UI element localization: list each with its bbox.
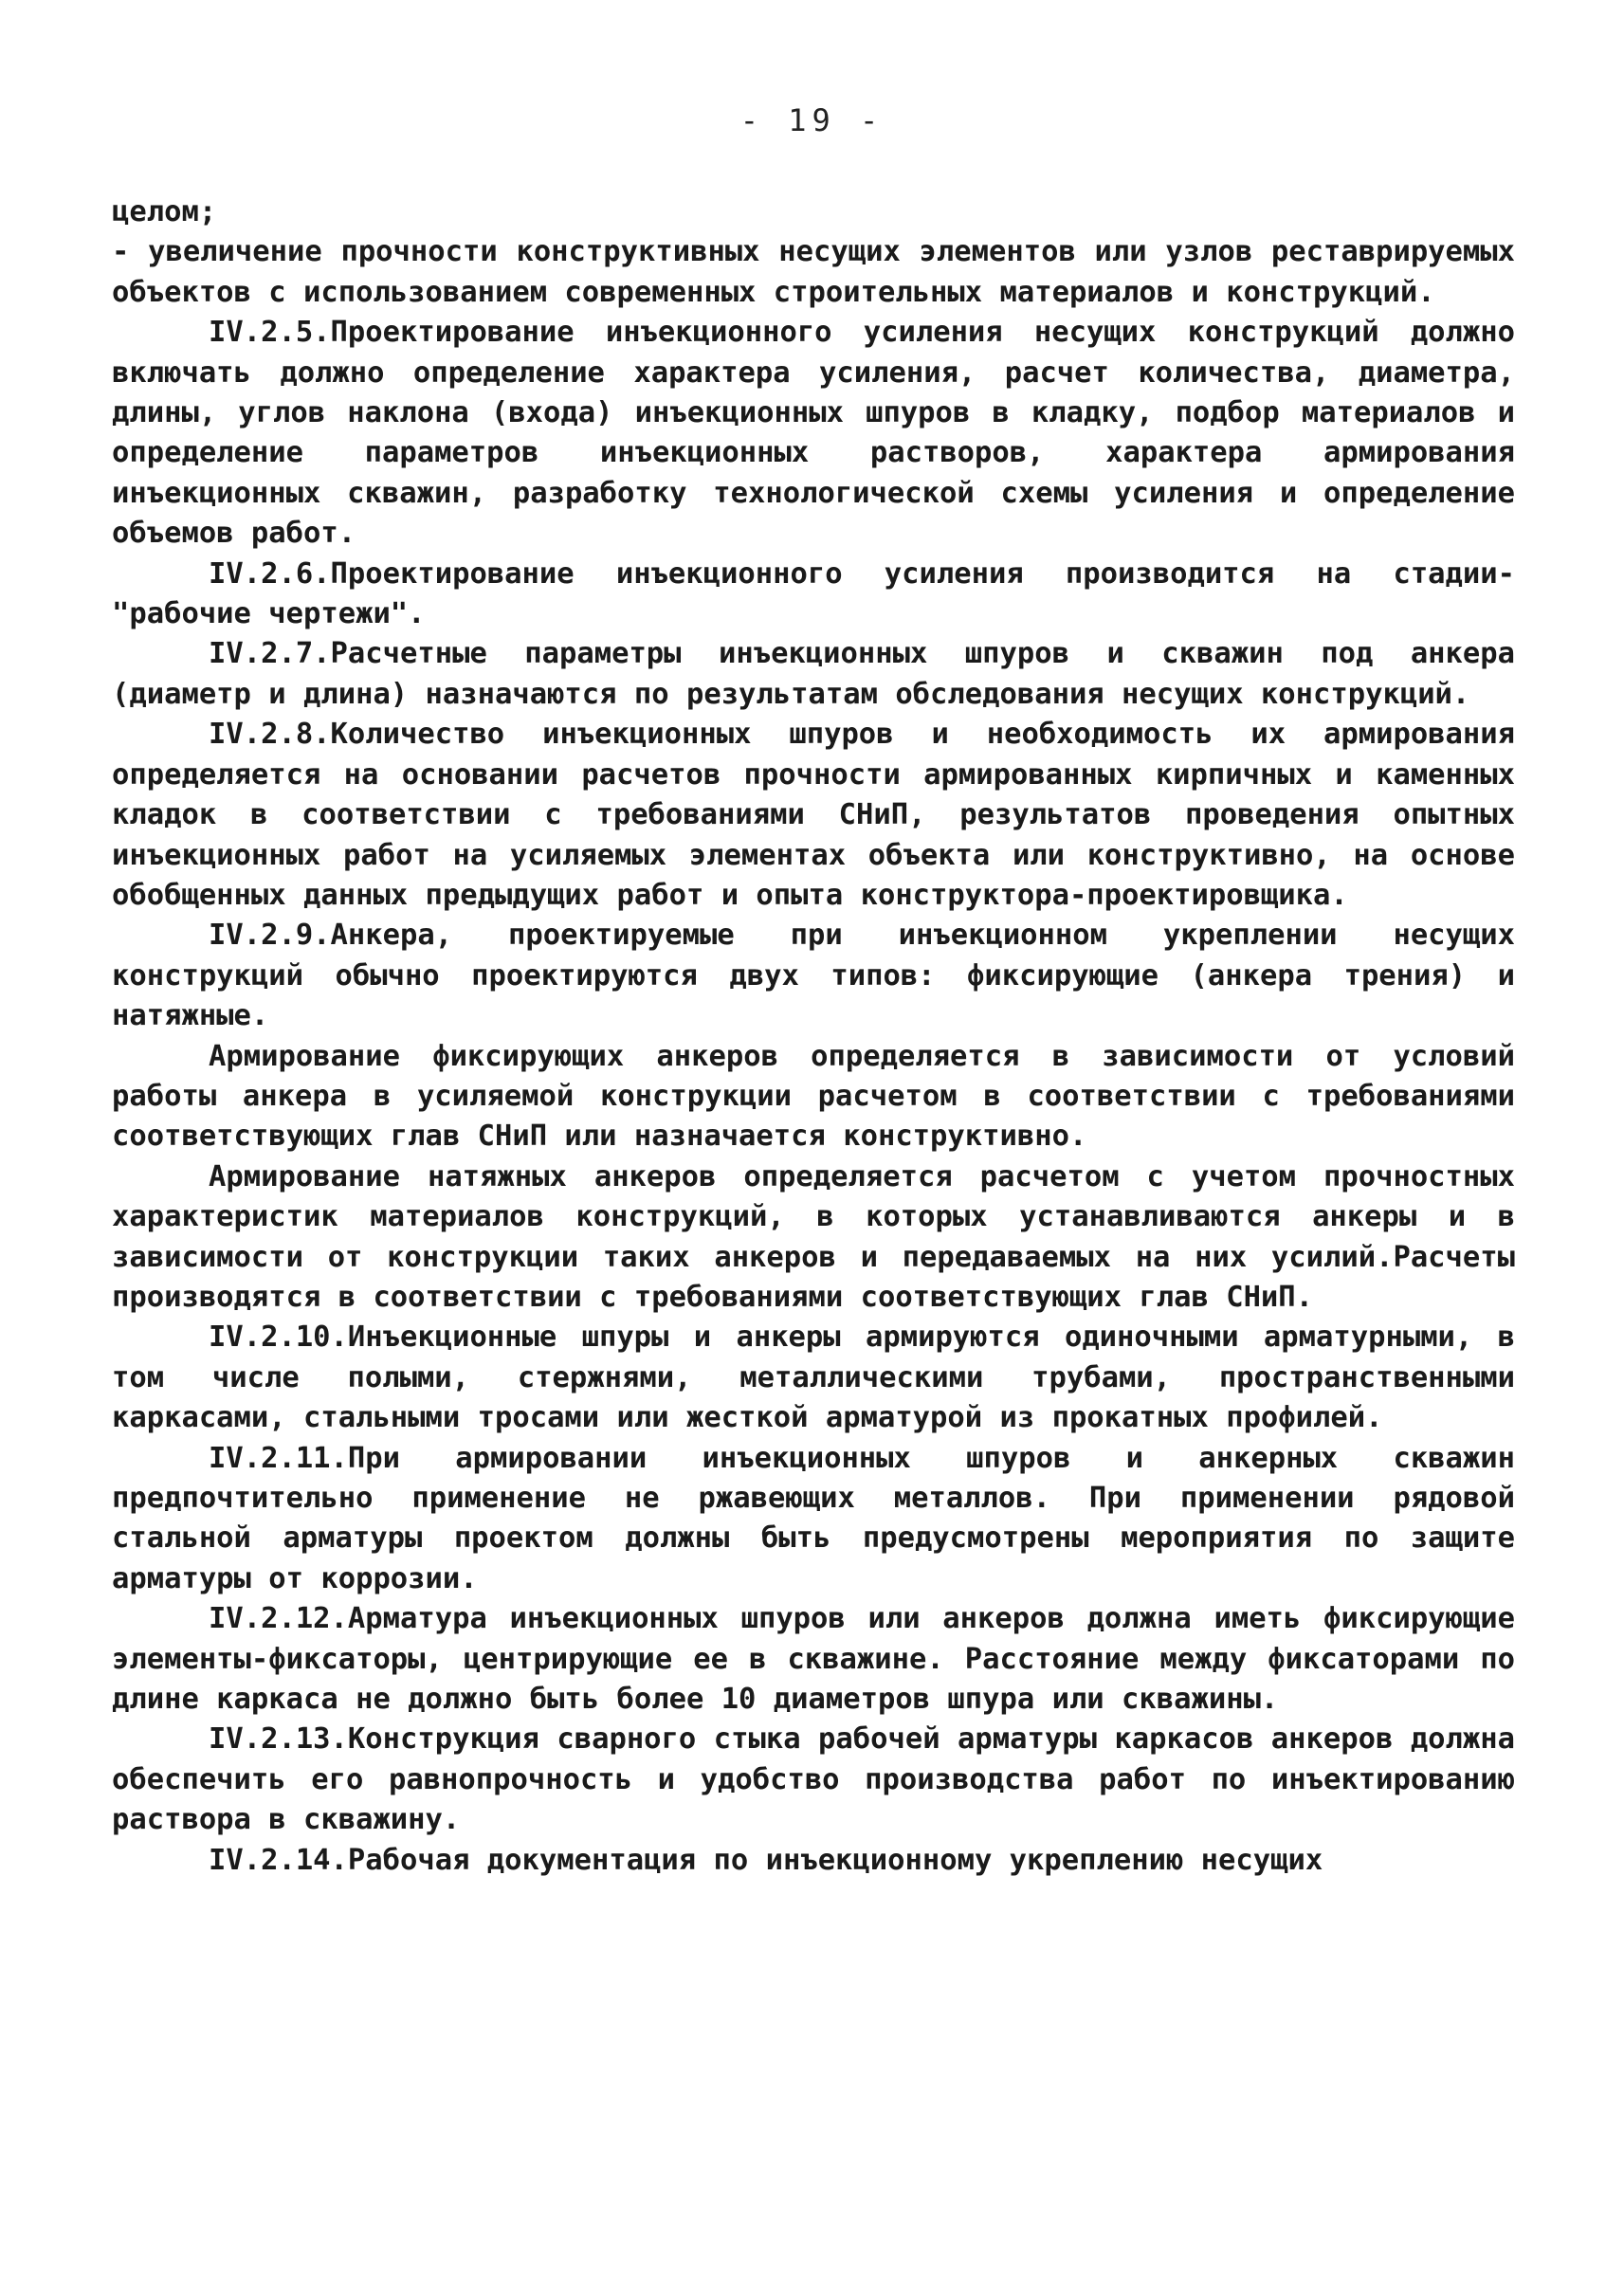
paragraph-iv-2-10: IV.2.10.Инъекционные шпуры и анкеры армируются одиночными арматурными, в том числе полыми, стержнями, металлическими трубами, пространственными каркасами, стальными тросами или жесткой арматурой из прокатных профилей. bbox=[112, 1321, 1515, 1435]
paragraph-iv-2-9: IV.2.9.Анкера, проектируемые при инъекционном укреплении несущих конструкций обычно проектируются двух типов: фиксирующие (анкера трения) и натяжные. bbox=[112, 919, 1515, 1033]
body-text bbox=[112, 192, 1515, 1881]
paragraph: целом; bbox=[112, 195, 217, 228]
paragraph-iv-2-12: IV.2.12.Арматура инъекционных шпуров или анкеров должна иметь фиксирующие элементы-фиксаторы, центрирующие ее в скважине. Расстояние между фиксаторами по длине каркаса не должно быть более 10 диаметров шпура или скважины. bbox=[112, 1602, 1515, 1717]
paragraph-iv-2-5: IV.2.5.Проектирование инъекционного усиления несущих конструкций должно включать должно определение характера усиления, расчет количества, диаметра, длины, углов наклона (входа) инъекционных шпуров в кладку, подбор материалов и определение параметров инъекционных растворов, характера армирования инъекционных скважин, разработку технологической схемы усиления и определение объемов работ. bbox=[112, 316, 1515, 551]
paragraph: - увеличение прочности конструктивных несущих элементов или узлов реставрируемых объектов с использованием современных строительных материалов и конструкций. bbox=[112, 235, 1515, 309]
page-number: - 19 - bbox=[739, 102, 885, 138]
paragraph-iv-2-7: IV.2.7.Расчетные параметры инъекционных шпуров и скважин под анкера (диаметр и длина) назначаются по результатам обследования несущих конструкций. bbox=[112, 637, 1515, 711]
paragraph-iv-2-6: IV.2.6.Проектирование инъекционного усиления производится на стадии- "рабочие чертежи". bbox=[112, 556, 1515, 631]
paragraph-iv-2-8: IV.2.8.Количество инъекционных шпуров и необходимость их армирования определяется на основании расчетов прочности армированных кирпичных и каменных кладок в соответствии с требованиями СНиП, результатов проведения опытных инъекционных работ на усиляемых элементах объекта или конструктивно, на основе обобщенных данных предыдущих работ и опыта конструктора-проектировщика. bbox=[112, 718, 1515, 912]
paragraph-iv-2-11: IV.2.11.При армировании инъекционных шпуров и анкерных скважин предпочтительно применение не ржавеющих металлов. При применении рядовой стальной арматуры проектом должны быть предусмотрены мероприятия по защите арматуры от коррозии. bbox=[112, 1441, 1515, 1595]
paragraph: Армирование натяжных анкеров определяется расчетом с учетом прочностных характеристик материалов конструкций, в которых устанавливаются анкеры и в зависимости от конструкции таких анкеров и передаваемых на них усилий.Расчеты производятся в соответствии с требованиями соответствующих глав СНиП. bbox=[112, 1159, 1515, 1314]
paragraph-iv-2-14: IV.2.14.Рабочая документация по инъекционному укреплению несущих bbox=[209, 1843, 1323, 1877]
paragraph-iv-2-13: IV.2.13.Конструкция сварного стыка рабочей арматуры каркасов анкеров должна обеспечить его равнопрочность и удобство производства работ по инъектированию раствора в скважину. bbox=[112, 1722, 1515, 1837]
paragraph: Армирование фиксирующих анкеров определяется в зависимости от условий работы анкера в усиляемой конструкции расчетом в соответствии с требованиями соответствующих глав СНиП или назначается конструктивно. bbox=[112, 1039, 1515, 1154]
